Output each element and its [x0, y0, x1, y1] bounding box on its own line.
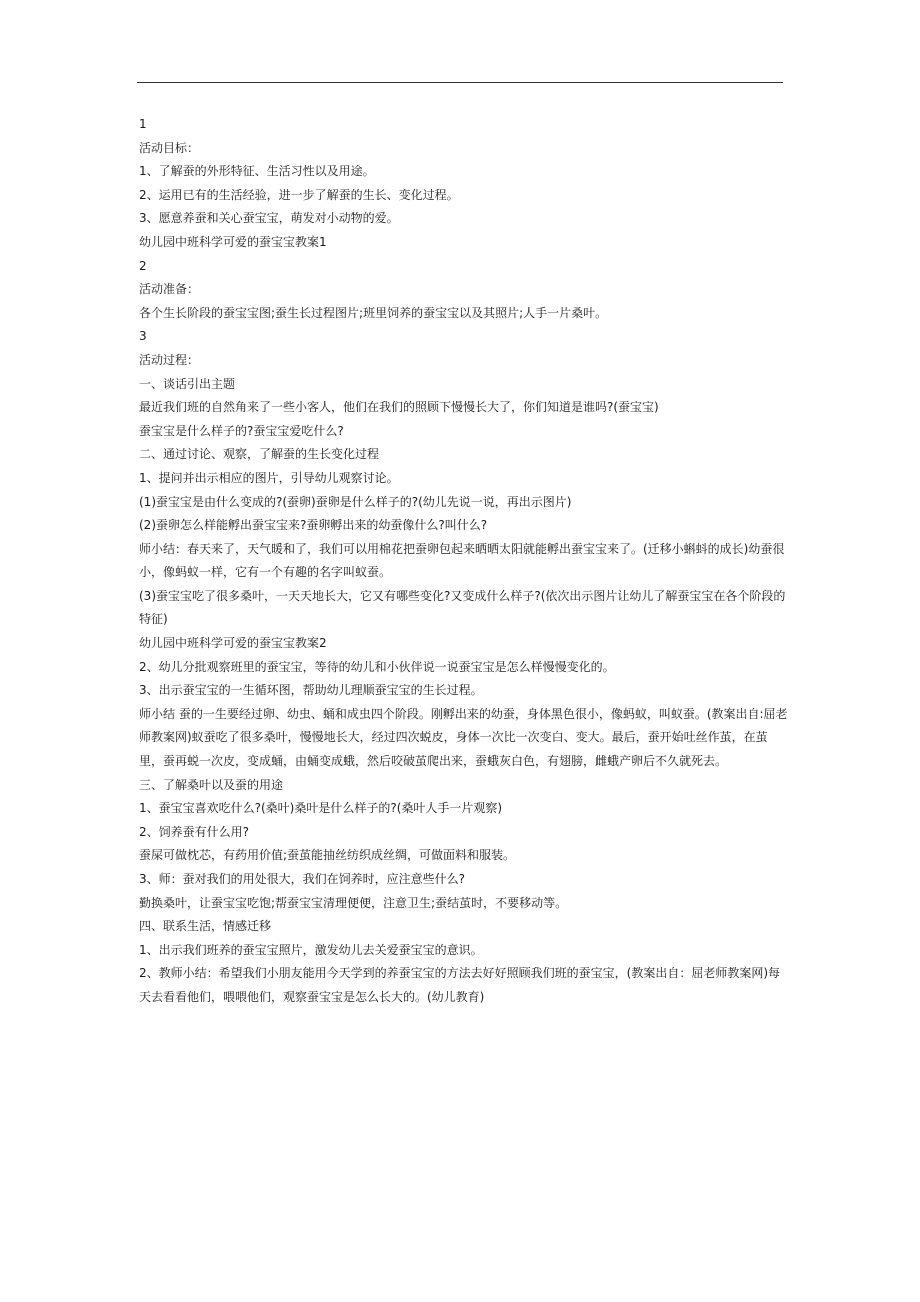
text-line: 四、联系生活，情感迁移 [139, 919, 272, 934]
text-line: 1、提问并出示相应的图片，引导幼儿观察讨论。 [139, 470, 399, 485]
text-line: 2、饲养蚕有什么用? [139, 824, 250, 839]
paragraph: (3)蚕宝宝吃了很多桑叶，一天天地长大，它又有哪些变化?又变成什么样子?(依次出示图片让幼儿了解蚕宝宝在各个阶段的特征) [139, 588, 786, 627]
text-line: 活动目标： [139, 140, 200, 155]
paragraph: 师小结：春天来了，天气暖和了，我们可以用棉花把蚕卵包起来晒晒太阳就能孵出蚕宝宝来了。(迁移小蝌蚪的成长)幼蚕很小，像蚂蚁一样，它有一个有趣的名字叫蚁蚕。 [139, 541, 785, 580]
text-line: 三、了解桑叶以及蚕的用途 [139, 777, 284, 792]
text-line: 勤换桑叶，让蚕宝宝吃饱;帮蚕宝宝清理便便，注意卫生;蚕结茧时，不要移动等。 [139, 895, 568, 910]
text-line: (2)蚕卵怎么样能孵出蚕宝宝来?蚕卵孵出来的幼蚕像什么?叫什么? [139, 518, 488, 533]
text-line: 最近我们班的自然角来了一些小客人，他们在我们的照顾下慢慢长大了，你们知道是谁吗?(蚕宝宝) [139, 400, 659, 415]
text-line: 1、蚕宝宝喜欢吃什么?(桑叶)桑叶是什么样子的?(桑叶人手一片观察) [139, 801, 503, 816]
text-line: 3、出示蚕宝宝的一生循环图，帮助幼儿理顺蚕宝宝的生长过程。 [139, 683, 483, 698]
text-line: (1)蚕宝宝是由什么变成的?(蚕卵)蚕卵是什么样子的?(幼儿先说一说，再出示图片) [139, 494, 572, 509]
text-line: 1、了解蚕的外形特征、生活习性以及用途。 [139, 164, 375, 179]
text-line: 活动准备： [139, 282, 200, 297]
text-line: 二、通过讨论、观察，了解蚕的生长变化过程 [139, 447, 380, 462]
text-line: 蚕宝宝是什么样子的?蚕宝宝爱吃什么? [139, 423, 344, 438]
text-line: 2、幼儿分批观察班里的蚕宝宝，等待的幼儿和小伙伴说一说蚕宝宝是怎么样慢慢变化的。 [139, 659, 615, 674]
text-line: 幼儿园中班科学可爱的蚕宝宝教案1 [139, 234, 327, 249]
text-line: 3、师：蚕对我们的用处很大，我们在饲养时，应注意些什么? [139, 872, 466, 886]
text-line: 3、愿意养蚕和关心蚕宝宝，萌发对小动物的爱。 [139, 211, 399, 226]
text-line: 2 [139, 258, 147, 273]
text-line: 1、出示我们班养的蚕宝宝照片，激发幼儿去关爱蚕宝宝的意识。 [139, 942, 483, 957]
text-line: 1 [139, 117, 147, 131]
text-line: 2、运用已有的生活经验，进一步了解蚕的生长、变化过程。 [139, 187, 459, 202]
text-line: 3 [139, 329, 147, 344]
text-line: 一、谈话引出主题 [139, 376, 236, 391]
text-line: 活动过程： [139, 352, 200, 367]
text-line: 幼儿园中班科学可爱的蚕宝宝教案2 [139, 636, 327, 651]
header-rule [137, 82, 783, 83]
document-body [139, 113, 789, 1010]
paragraph: 2、教师小结：希望我们小朋友能用今天学到的养蚕宝宝的方法去好好照顾我们班的蚕宝宝，(教案出自：屈老师教案网)每天去看看他们，喂喂他们，观察蚕宝宝是怎么长大的。(幼儿教育) [139, 966, 781, 1004]
paragraph: 师小结 蚕的一生要经过卵、幼虫、蛹和成虫四个阶段。刚孵出来的幼蚕，身体黑色很小，像蚂蚁，叫蚁蚕。(教案出自:屈老师教案网)蚁蚕吃了很多桑叶，慢慢地长大，经过四次蜕皮，身体一次比一次变白、变大。最后，蚕开始吐丝作茧，在茧里，蚕再蜕一次皮，变成蛹，由蛹变成蛾，然后咬破茧爬出来，蚕蛾灰白色，有翅膀，雌蛾产卵后不久就死去。 [139, 706, 788, 769]
text-line: 各个生长阶段的蚕宝宝图;蚕生长过程图片;班里饲养的蚕宝宝以及其照片;人手一片桑叶。 [139, 305, 608, 320]
text-line: 蚕屎可做枕芯，有药用价值;蚕茧能抽丝纺织成丝绸，可做面料和服装。 [139, 848, 516, 863]
